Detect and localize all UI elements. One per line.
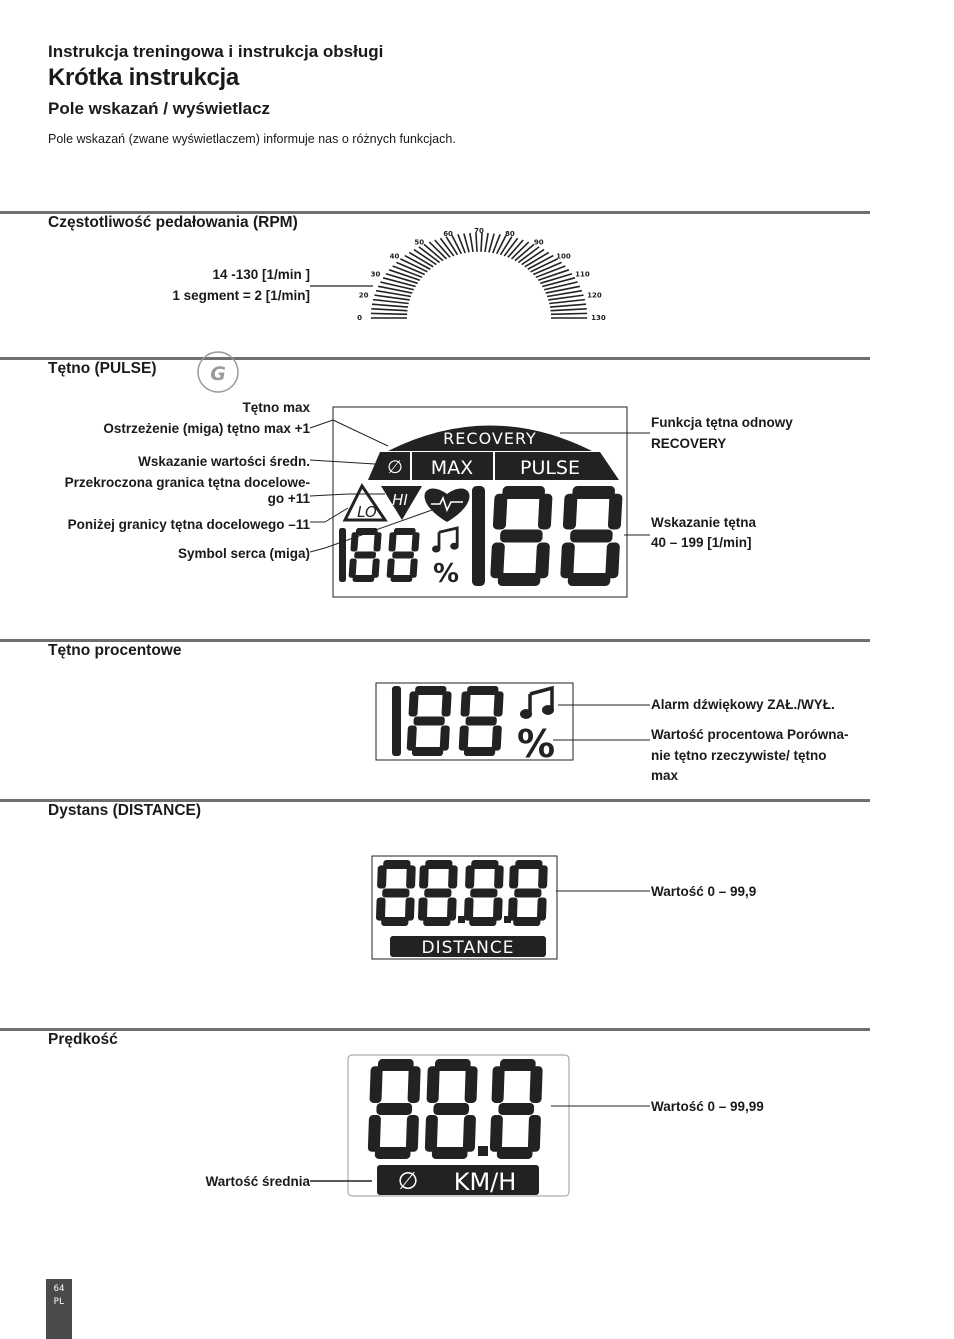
hi-indicator: HI	[392, 491, 408, 509]
gauge-tick-label: 40	[389, 252, 400, 261]
average-icon: ∅	[397, 1167, 419, 1195]
gauge-tick-label: 20	[358, 291, 369, 300]
gauge-tick-label: 30	[370, 270, 381, 279]
gauge-tick-label: 80	[505, 229, 515, 238]
percent-value-label-3: max	[651, 768, 679, 783]
distance-value-label: Wartość 0 – 99,9	[651, 884, 757, 899]
pulse-label-above: Przekroczona granica tętna docelowe-	[64, 475, 310, 490]
gauge-tick-label: 90	[533, 238, 544, 247]
intro-text: Pole wskazań (zwane wyświetlaczem) informuje nas o różnych funkcjach.	[48, 132, 456, 146]
gauge-tick-label: 70	[474, 227, 484, 235]
speed-heading: Prędkość	[48, 1031, 118, 1048]
gauge-tick-label: 110	[575, 270, 590, 279]
manual-title: Instrukcja treningowa i instrukcja obsługi	[48, 42, 384, 61]
lo-indicator: LO	[357, 503, 377, 521]
gauge-tick-label: 60	[443, 229, 453, 238]
rpm-range-label: 14 -130 [1/min ]	[212, 267, 310, 282]
decimal-point	[478, 1146, 488, 1156]
section-title: Pole wskazań / wyświetlacz	[48, 99, 271, 118]
gauge-tick-label: 130	[591, 314, 606, 322]
percent-icon: %	[432, 559, 460, 589]
speed-value-label: Wartość 0 – 99,99	[651, 1099, 764, 1114]
pulse-label-max: Tętno max	[242, 400, 310, 415]
percent-heading: Tętno procentowe	[48, 642, 182, 659]
recovery-label: Funkcja tętna odnowy	[651, 415, 793, 430]
alarm-label: Alarm dźwiękowy ZAŁ./WYŁ.	[651, 697, 835, 712]
distance-heading: Dystans (DISTANCE)	[48, 802, 202, 819]
pulse-value-label: Wskazanie tętna	[651, 515, 757, 530]
max-indicator: MAX	[430, 457, 474, 479]
recovery-indicator: RECOVERY	[443, 429, 537, 448]
rpm-segment-label: 1 segment = 2 [1/min]	[172, 288, 310, 303]
page-title: Krótka instrukcja	[48, 64, 239, 91]
language-code: PL	[53, 1297, 65, 1307]
gauge-tick-label: 50	[414, 238, 425, 247]
rpm-heading: Częstotliwość pedałowania (RPM)	[48, 214, 298, 231]
gauge-tick-label: 120	[587, 291, 602, 300]
distance-indicator: DISTANCE	[421, 938, 515, 958]
gauge-tick-label: 0	[357, 314, 362, 322]
pulse-heading: Tętno (PULSE)	[48, 360, 157, 377]
pulse-label-average: Wskazanie wartości średn.	[138, 454, 310, 469]
pulse-label-heart: Symbol serca (miga)	[177, 546, 310, 561]
percent-value-label-2: nie tętno rzeczywiste/ tętno	[651, 748, 827, 763]
speed-average-label: Wartość średnia	[205, 1174, 310, 1189]
percent-value-label: Wartość procentowa Porówna-	[651, 727, 849, 742]
percent-icon: %	[516, 722, 556, 766]
recovery-label-2: RECOVERY	[651, 436, 727, 451]
pulse-range-label: 40 – 199 [1/min]	[651, 535, 752, 550]
pulse-label-below: Poniżej granicy tętna docelowego –11	[67, 517, 310, 532]
pulse-label-above-2: go +11	[267, 491, 310, 506]
page-marker	[46, 1279, 72, 1339]
pulse-label-warning: Ostrzeżenie (miga) tętno max +1	[103, 421, 310, 436]
page-number: 64	[53, 1284, 65, 1294]
gauge-tick-label: 100	[556, 252, 571, 261]
average-icon: ∅	[387, 457, 403, 478]
pulse-indicator: PULSE	[519, 457, 581, 479]
kmh-indicator: KM/H	[453, 1168, 517, 1196]
g-marker: G	[210, 363, 226, 385]
